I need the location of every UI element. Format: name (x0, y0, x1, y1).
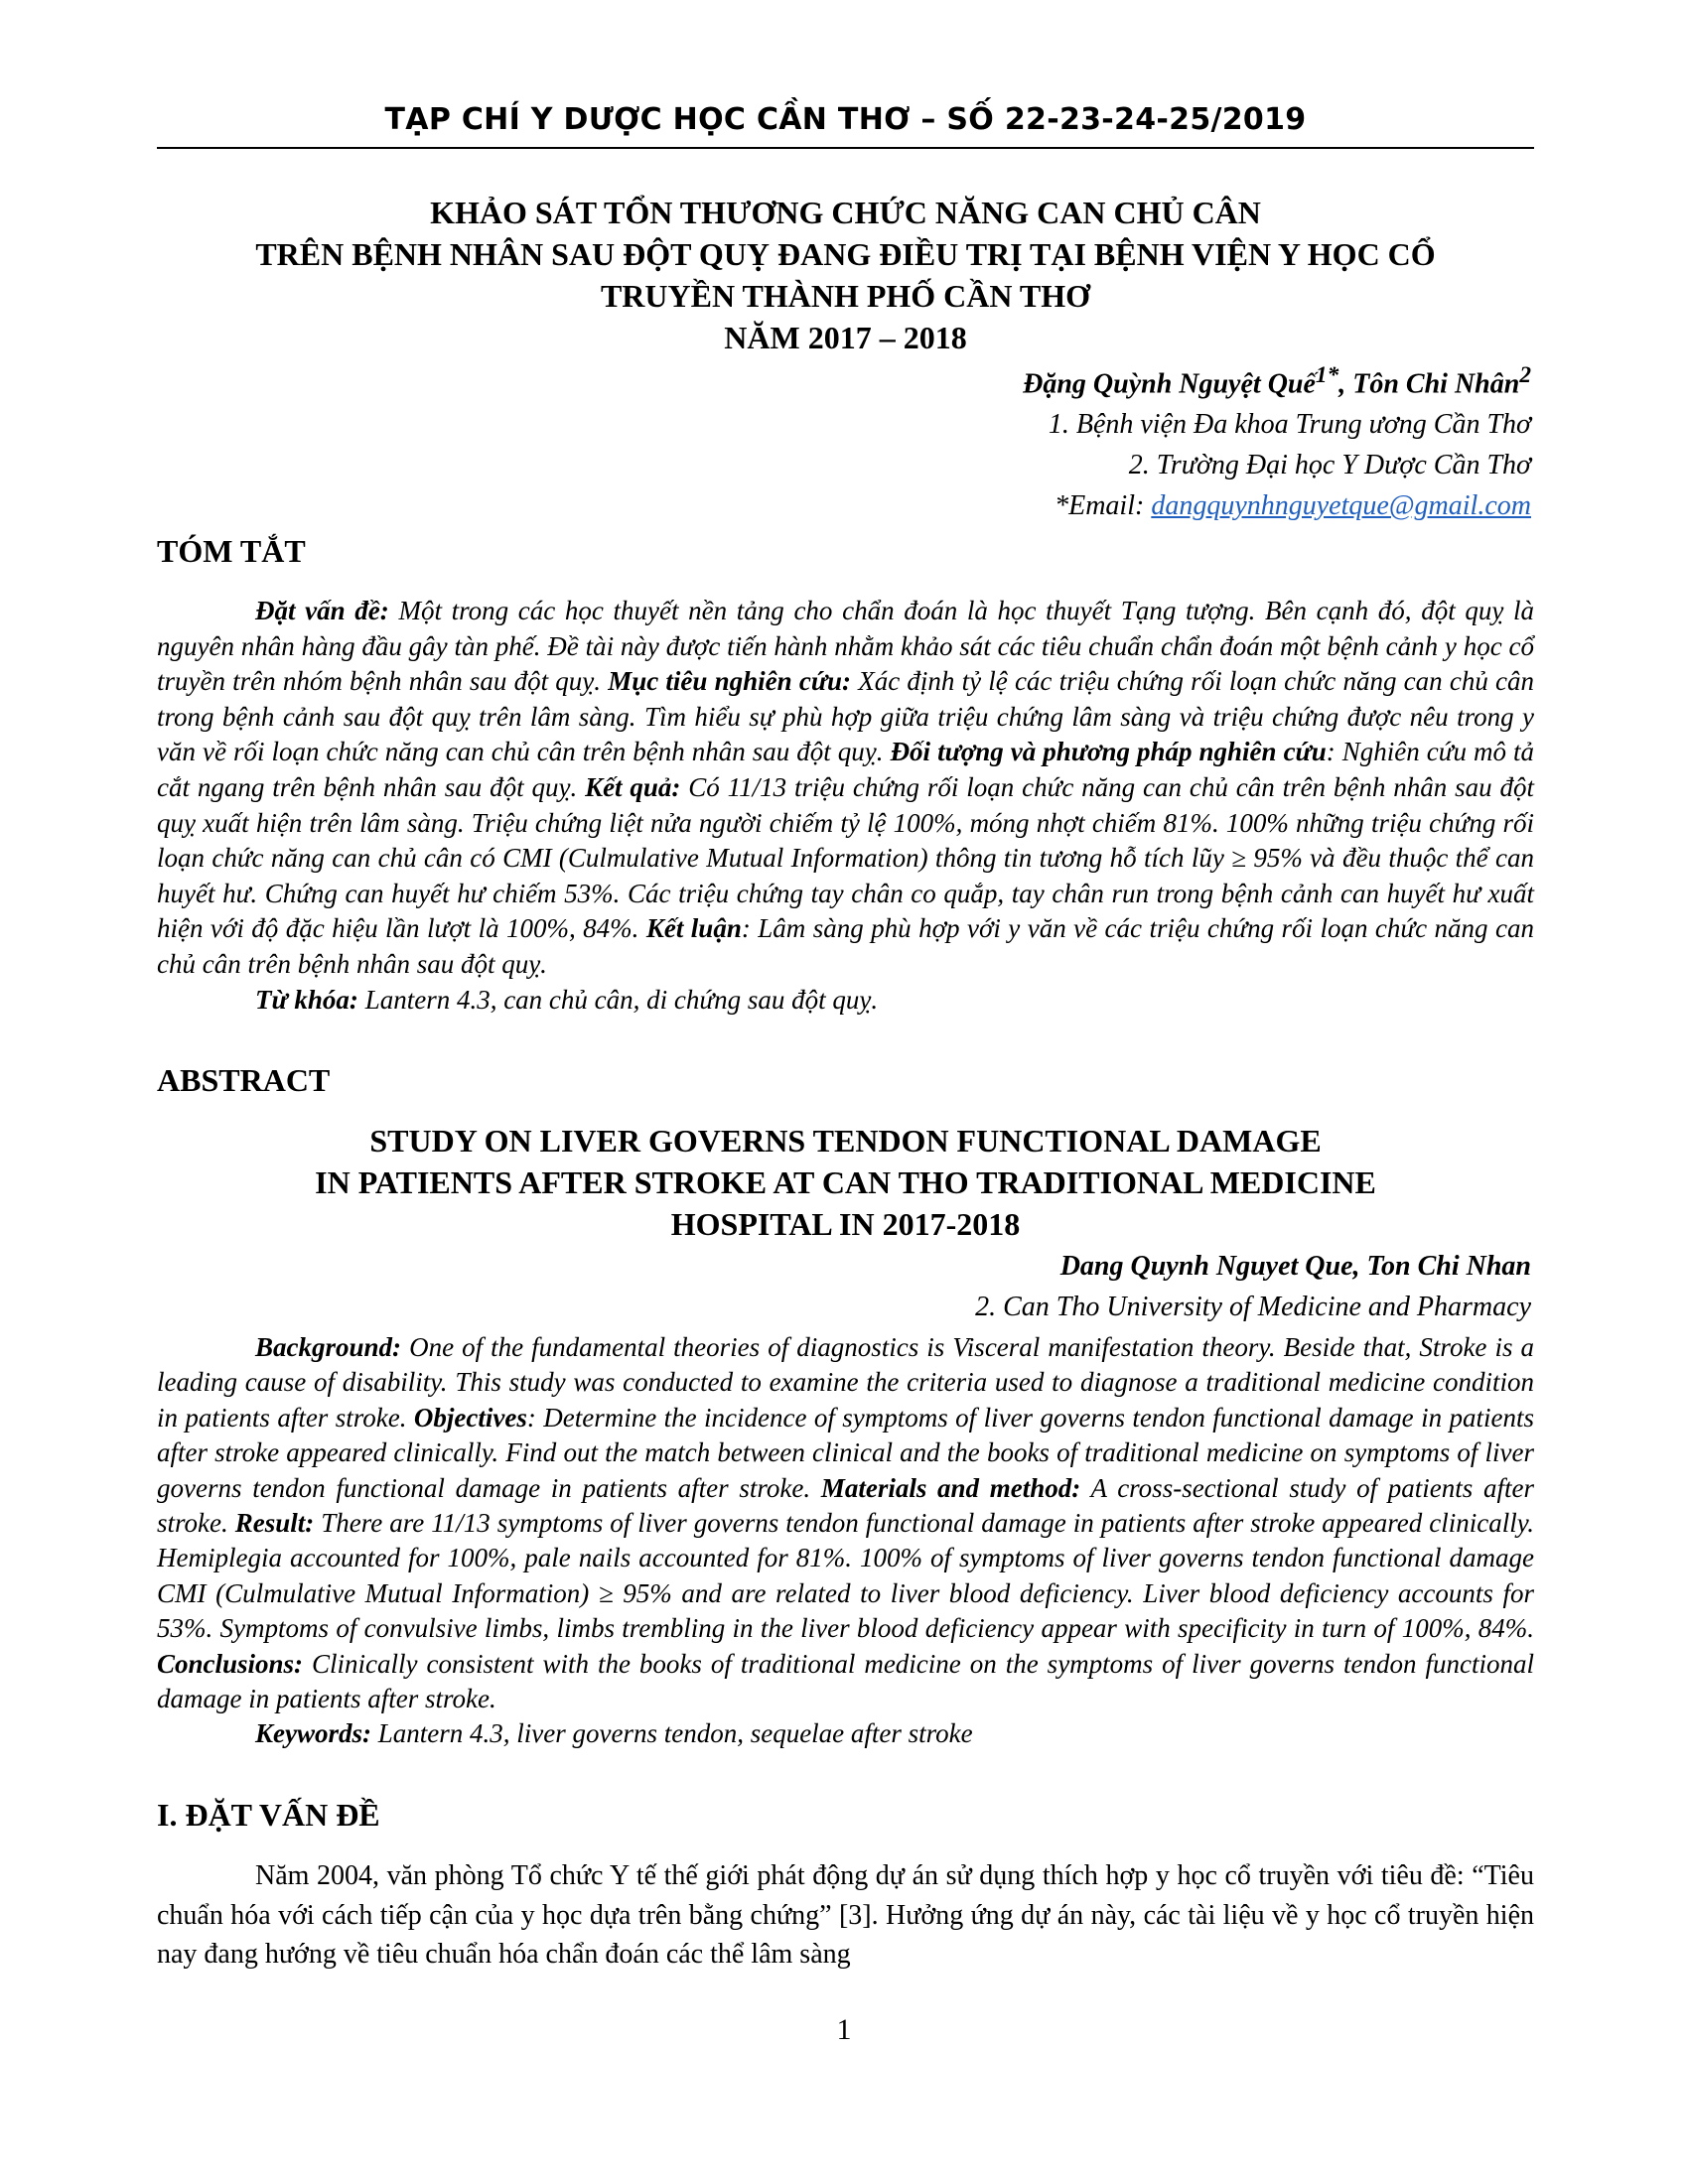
background-text: Một trong các học thuyết nền tảng cho chẩn đoán là học thuyết Tạng tượng. Bên cạnh đó, đột quỵ là nguyên nhân hàng đầu gây tàn phế. Đề tài này được tiến hành nhằm khảo sát các tiêu chuẩn chẩn đoán một bệnh cảnh y học cổ truyền trên nhóm bệnh nhân sau đột quỵ. (157, 596, 1534, 697)
results-label: Kết quả: (585, 771, 681, 802)
keywords-text: Lantern 4.3, can chủ cân, di chứng sau đột quỵ. (357, 984, 879, 1015)
author-names: Dang Quynh Nguyet Que, Ton Chi Nhan (1059, 1251, 1531, 1282)
article-title-english (157, 1120, 1534, 1245)
email-label: *Email: (1055, 490, 1152, 522)
affiliation: 1. Bệnh viện Đa khoa Trung ương Cần Thơ (1048, 409, 1531, 441)
methods-text: : Nghiên cứu mô tả cắt ngang trên bệnh nhân sau đột quỵ. (157, 737, 1535, 802)
summary-paragraph (157, 594, 1534, 983)
author-name: Tôn Chi Nhân (1352, 368, 1520, 400)
results-label: Result: (234, 1508, 315, 1539)
objectives-label: Mục tiêu nghiên cứu: (608, 666, 852, 697)
methods-text: A cross-sectional study of patients after stroke. (157, 1472, 1534, 1539)
title-line: HOSPITAL IN 2017-2018 (670, 1206, 1021, 1242)
authors-block-english (975, 1246, 1531, 1327)
conclusion-label: Conclusions: (157, 1648, 304, 1679)
results-text: Có 11/13 triệu chứng rối loạn chức năng can chủ cân trên bệnh nhân sau đột quỵ xuất hiện trên lâm sàng. Triệu chứng liệt nửa người chiếm tỷ lệ 100%, móng nhợt chiếm 81%. 100% những triệu chứng rối loạn chức năng can chủ cân có CMI (Culmulative Mutual Information) thông tin tương hỗ tích lũy ≥ 95% và đều thuộc thể can huyết hư. Chứng can huyết hư chiếm 53%. Các triệu chứng tay chân co quắp, tay chân run trong bệnh cảnh can huyết hư xuất hiện với độ đặc hiệu lần lượt là 100%, 84%. (157, 771, 1534, 944)
authors-block (1023, 355, 1531, 526)
keywords-line (157, 983, 1534, 1019)
intro-heading: I. ĐẶT VẤN ĐỀ (157, 1797, 380, 1833)
author-affiliation-mark: 1* (1315, 362, 1339, 388)
background-label: Background: (255, 1332, 402, 1362)
email-line (1023, 485, 1531, 526)
title-line: TRÊN BỆNH NHÂN SAU ĐỘT QUỴ ĐANG ĐIỀU TRỊ TẠI BỆNH VIỆN Y HỌC CỔ (255, 236, 1436, 272)
author-separator: , (1338, 368, 1353, 400)
author-names (1023, 355, 1531, 404)
keywords-line (157, 1716, 1534, 1751)
methods-label: Đối tượng và phương pháp nghiên cứu (890, 737, 1327, 767)
abstract-heading: ABSTRACT (157, 1062, 331, 1098)
background-label: Đặt vấn đề: (255, 596, 389, 625)
page-number: 1 (836, 2013, 852, 2046)
email-link[interactable]: dangquynhnguyetque@gmail.com (1151, 490, 1531, 522)
objectives-text: : Determine the incidence of symptoms of liver governs tendon functional damage in patients after stroke appeared clinically. Find out the match between clinical and the books of traditional medicine on symptoms of liver governs tendon functional damage in patients after stroke. (157, 1402, 1534, 1503)
affiliation: 2. Can Tho University of Medicine and Pharmacy (975, 1292, 1531, 1322)
abstract-paragraph (157, 1330, 1534, 1716)
methods-label: Materials and method: (820, 1472, 1081, 1503)
intro-section (157, 1856, 1534, 1975)
journal-header: TẠP CHÍ Y DƯỢC HỌC CẦN THƠ – SỐ 22-23-24-25/2019 (384, 102, 1307, 137)
intro-paragraph: Năm 2004, văn phòng Tổ chức Y tế thế giới phát động dự án sử dụng thích hợp y học cổ truyền với tiêu đề: “Tiêu chuẩn hóa với cách tiếp cận của y học dựa trên bằng chứng” [3]. Hưởng ứng dự án này, các tài liệu về y học cổ truyền hiện nay đang hướng về tiêu chuẩn hóa chẩn đoán các thể lâm sàng (157, 1860, 1534, 1970)
affiliation: 2. Trường Đại học Y Dược Cần Thơ (1128, 450, 1531, 481)
title-line: TRUYỀN THÀNH PHỐ CẦN THƠ (600, 278, 1091, 314)
conclusion-label: Kết luận (645, 913, 742, 944)
summary-heading: TÓM TẮT (157, 533, 306, 569)
title-line: KHẢO SÁT TỔN THƯƠNG CHỨC NĂNG CAN CHỦ CÂN (430, 195, 1261, 230)
objectives-text: Xác định tỷ lệ các triệu chứng rối loạn chức năng can chủ cân trong bệnh cảnh sau đột quỵ trên lâm sàng. Tìm hiểu sự phù hợp giữa triệu chứng lâm sàng và triệu chứng được nêu trong y văn về rối loạn chức năng can chủ cân trên bệnh nhân sau đột quỵ. (157, 666, 1534, 767)
keywords-text: Lantern 4.3, liver governs tendon, sequelae after stroke (371, 1718, 973, 1749)
header-divider (157, 147, 1534, 149)
keywords-label: Từ khóa: (255, 984, 358, 1015)
conclusion-text: : Lâm sàng phù hợp với y văn về các triệu chứng rối loạn chức năng can chủ cân trên bệnh nhân sau đột quỵ. (157, 913, 1534, 979)
keywords-label: Keywords: (255, 1718, 371, 1749)
conclusion-text: Clinically consistent with the books of traditional medicine on the symptoms of liver governs tendon functional damage in patients after stroke. (157, 1648, 1534, 1714)
results-text: There are 11/13 symptoms of liver governs tendon functional damage in patients after stroke appeared clinically. Hemiplegia accounted for 100%, pale nails accounted for 81%. 100% of symptoms of liver governs tendon functional damage CMI (Culmulative Mutual Information) ≥ 95% and are related to liver blood deficiency. Liver blood deficiency accounts for 53%. Symptoms of convulsive limbs, limbs trembling in the liver blood deficiency appear with specificity in turn of 100%, 84%. (157, 1508, 1535, 1644)
title-line: STUDY ON LIVER GOVERNS TENDON FUNCTIONAL DAMAGE (369, 1123, 1322, 1159)
background-text: One of the fundamental theories of diagnostics is Visceral manifestation theory. Beside that, Stroke is a leading cause of disability. This study was conducted to examine the criteria used to diagnose a traditional medicine condition in patients after stroke. (157, 1332, 1534, 1433)
objectives-label: Objectives (413, 1402, 527, 1433)
summary-vietnamese (157, 594, 1534, 1018)
title-line: IN PATIENTS AFTER STROKE AT CAN THO TRADITIONAL MEDICINE (315, 1164, 1376, 1200)
summary-english (157, 1330, 1534, 1752)
author-affiliation-mark: 2 (1519, 362, 1531, 388)
author-name: Đặng Quỳnh Nguyệt Quế (1023, 368, 1316, 400)
article-title-vietnamese (157, 192, 1534, 358)
title-line: NĂM 2017 – 2018 (724, 320, 967, 355)
